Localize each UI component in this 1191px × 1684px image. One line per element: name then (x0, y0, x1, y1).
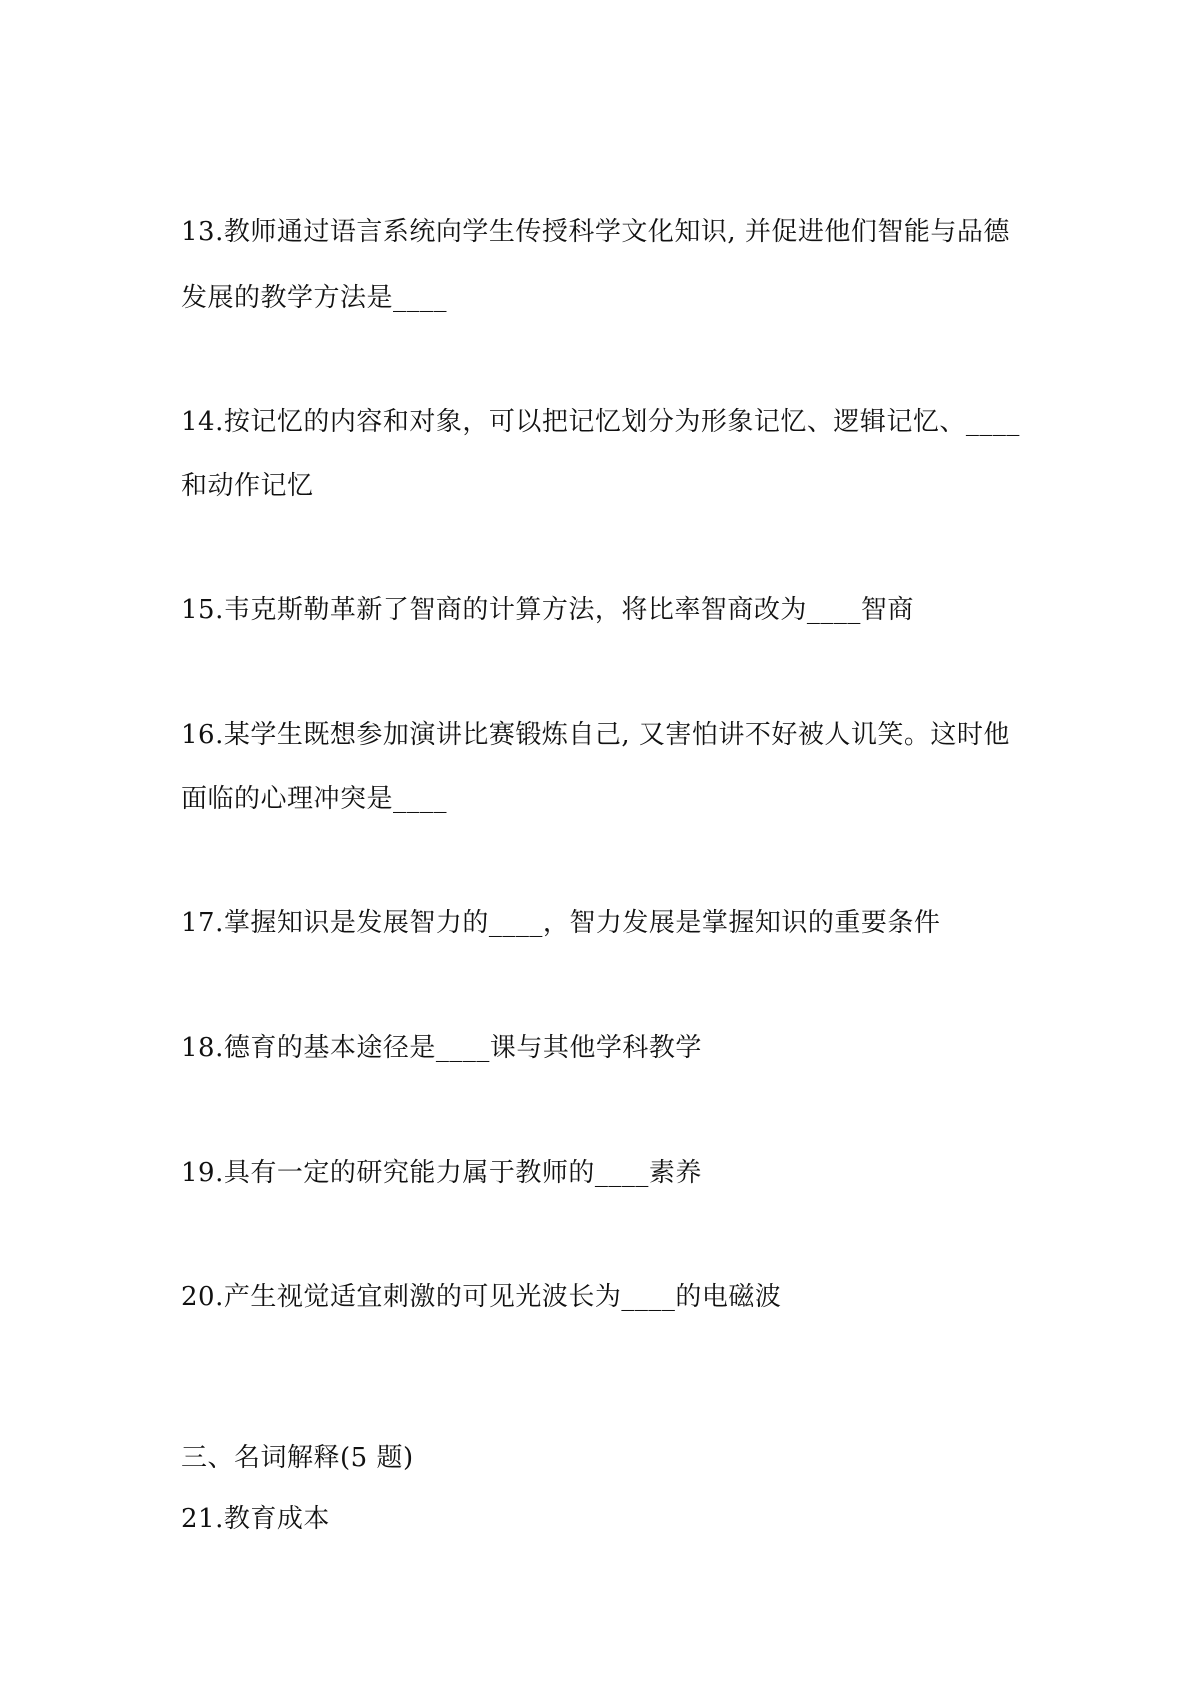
question-20: 20.产生视觉适宜刺激的可见光波长为____的电磁波 (181, 1282, 782, 1312)
section-3-heading: 三、名词解释(5 题) (181, 1443, 414, 1473)
question-15: 15.韦克斯勒革新了智商的计算方法，将比率智商改为____智商 (181, 595, 914, 625)
question-13-line-1: 13.教师通过语言系统向学生传授科学文化知识, 并促进他们智能与品德 (181, 217, 1010, 247)
question-17: 17.掌握知识是发展智力的____，智力发展是掌握知识的重要条件 (181, 908, 941, 938)
question-16-line-2: 面临的心理冲突是____ (181, 784, 448, 814)
question-16-line-1: 16.某学生既想参加演讲比赛锻炼自己, 又害怕讲不好被人讥笑。这时他 (181, 720, 1010, 750)
question-13-line-2: 发展的教学方法是____ (181, 283, 448, 313)
question-14-line-1: 14.按记忆的内容和对象，可以把记忆划分为形象记忆、逻辑记忆、____ (181, 407, 1020, 437)
question-21: 21.教育成本 (181, 1504, 330, 1534)
question-19: 19.具有一定的研究能力属于教师的____素养 (181, 1158, 702, 1188)
question-14-line-2: 和动作记忆 (181, 471, 314, 501)
question-18: 18.德育的基本途径是____课与其他学科教学 (181, 1033, 702, 1063)
